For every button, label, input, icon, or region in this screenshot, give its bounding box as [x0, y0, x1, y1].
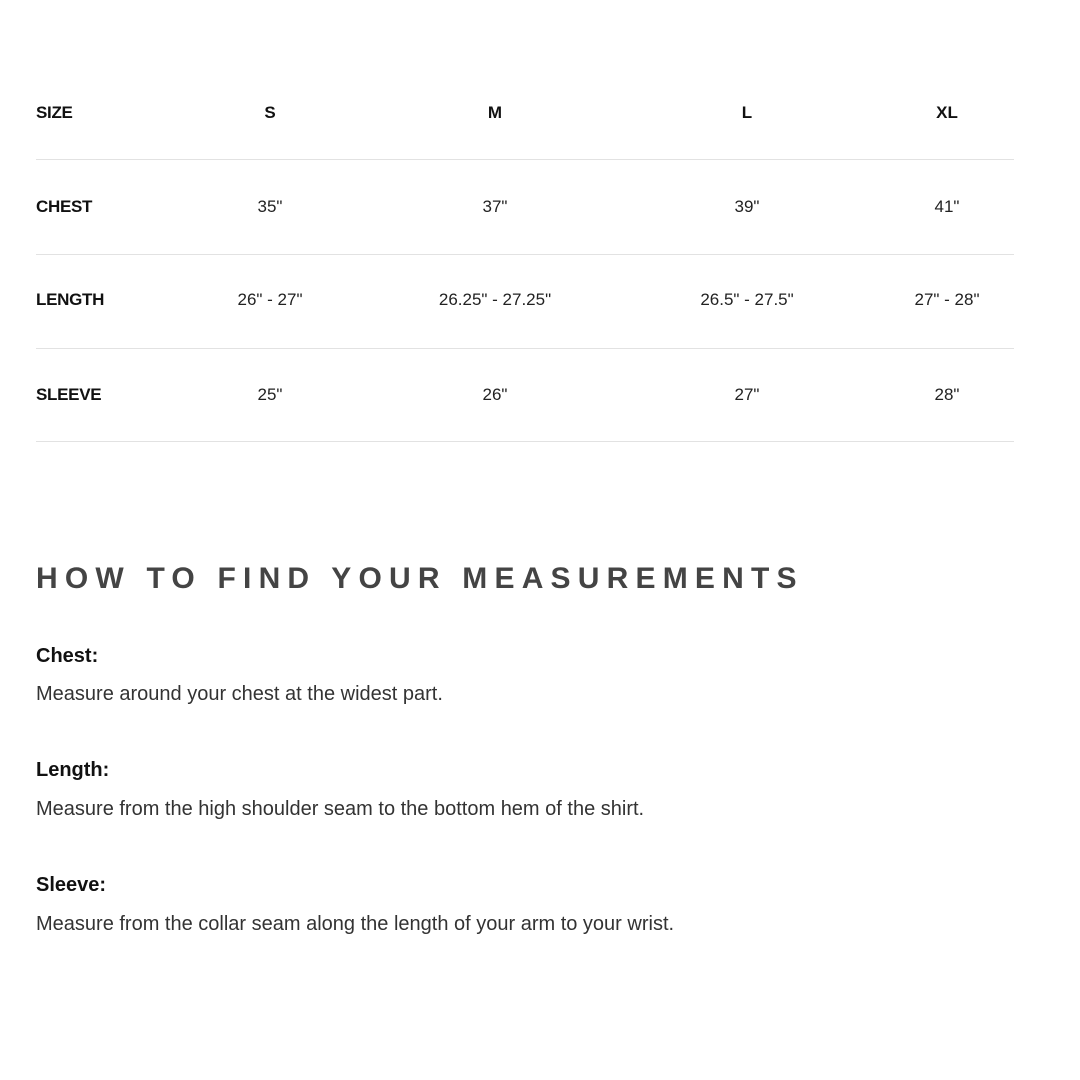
guide-desc-sleeve: Measure from the collar seam along the length of your arm to your wrist.: [36, 913, 675, 935]
table-cell: 26": [482, 385, 508, 404]
size-m: M: [487, 103, 503, 122]
table-cell: 27" - 28": [914, 290, 980, 309]
table-cell: 26.5" - 27.5": [700, 290, 794, 309]
table-cell: 37": [482, 197, 508, 216]
table-cell: 39": [734, 197, 760, 216]
table-cell: 41": [934, 197, 960, 216]
size-l: L: [741, 103, 753, 122]
divider: [36, 348, 1014, 349]
guide-term-sleeve: Sleeve:: [36, 874, 107, 896]
divider: [36, 254, 1014, 255]
row-label: SLEEVE: [36, 385, 102, 404]
guide-desc-chest: Measure around your chest at the widest part.: [36, 683, 443, 705]
guide-title: HOW TO FIND YOUR MEASUREMENTS: [36, 562, 804, 595]
divider: [36, 159, 1014, 160]
table-row: [36, 385, 1014, 489]
table-cell: 35": [257, 197, 283, 216]
table-cell: 28": [934, 385, 960, 404]
table-row: [36, 290, 1014, 394]
row-label: CHEST: [36, 197, 93, 216]
size-s: S: [264, 103, 276, 122]
guide-term-chest: Chest:: [36, 645, 99, 667]
table-cell: 26" - 27": [237, 290, 303, 309]
table-header-row: [36, 103, 1014, 207]
header-label: SIZE: [36, 103, 73, 122]
guide-term-length: Length:: [36, 759, 110, 781]
row-label: LENGTH: [36, 290, 105, 309]
table-cell: 27": [734, 385, 760, 404]
table-cell: 26.25" - 27.25": [438, 290, 552, 309]
divider: [36, 441, 1014, 442]
size-xl: XL: [936, 103, 958, 122]
table-cell: 25": [257, 385, 283, 404]
guide-desc-length: Measure from the high shoulder seam to the bottom hem of the shirt.: [36, 798, 645, 820]
